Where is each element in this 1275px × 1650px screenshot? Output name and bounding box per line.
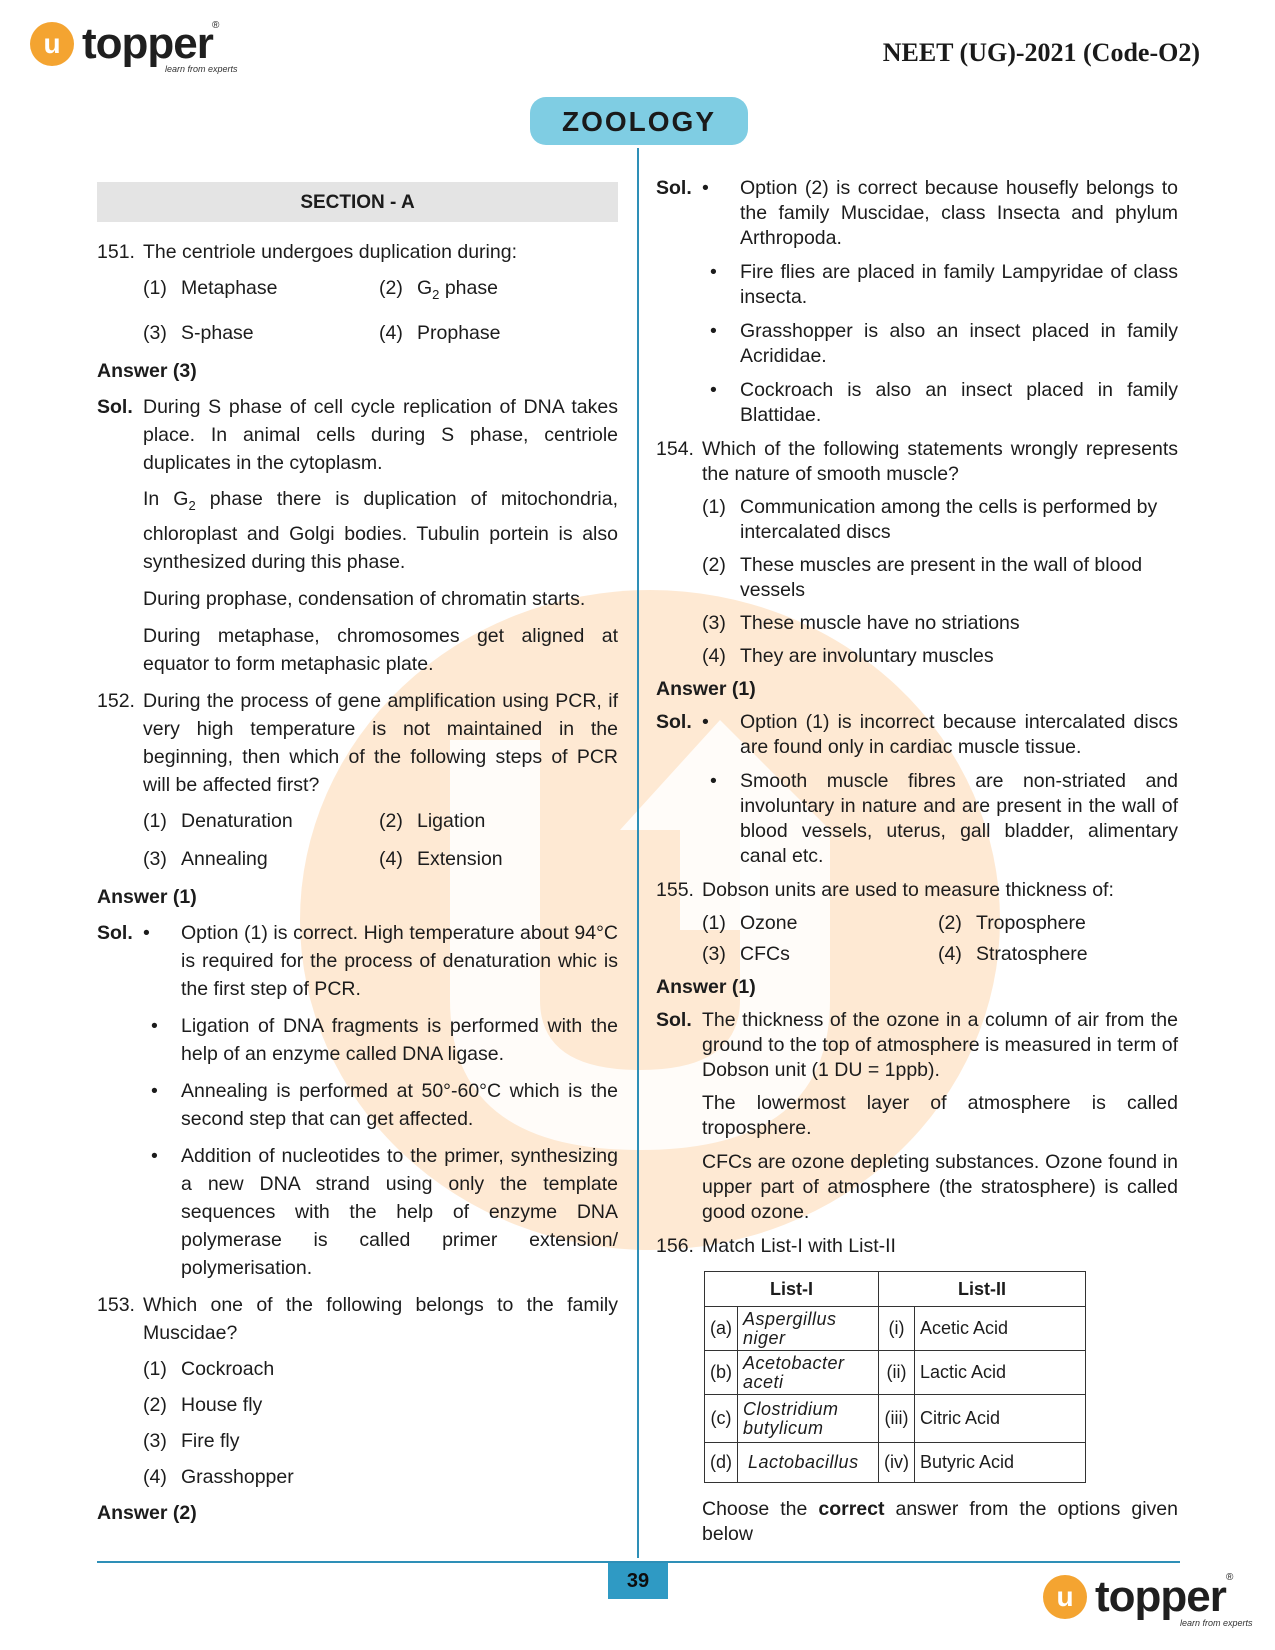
sol-bullet-text: Addition of nucleotides to the primer, synthesizing a new DNA strand using only the template sequences with the help of enzyme DNA polymerase is called primer extension/ polymerisation. <box>181 1144 618 1279</box>
option-number: (1) <box>143 809 167 832</box>
option-text: These muscles are present in the wall of blood vessels <box>740 554 1143 601</box>
sol-bullet-text: Grasshopper is also an insect placed in family Acrididae. <box>740 320 1178 367</box>
row-label: (b) <box>705 1351 738 1395</box>
option[interactable] <box>702 942 938 967</box>
acid: Acetic Acid <box>915 1307 1086 1351</box>
question-text: Match List-I with List-II <box>702 1235 896 1257</box>
logo-tagline: learn from experts <box>1180 1618 1253 1628</box>
option-number: (1) <box>702 496 726 518</box>
sol-bullet-text: Option (1) is incorrect because intercalated discs are found only in cardiac muscle tissue. <box>740 711 1178 758</box>
choose-instruction: Choose the correct answer from the options given below <box>702 1498 1178 1545</box>
option[interactable] <box>702 611 1178 636</box>
options-151 <box>143 274 618 347</box>
question-text: Which of the following statements wrongly represents the nature of smooth muscle? <box>702 438 1178 485</box>
list1-header: List-I <box>705 1272 879 1307</box>
question-152 <box>97 687 618 799</box>
question-156 <box>656 1234 1178 1259</box>
option-number: (2) <box>938 912 962 934</box>
option-text: Prophase <box>417 321 501 344</box>
option-number: (3) <box>702 943 726 965</box>
left-column <box>97 182 618 1535</box>
option-text: Troposphere <box>976 912 1086 934</box>
question-number: 156. <box>656 1235 694 1257</box>
question-number: 153. <box>97 1293 135 1316</box>
option-text: They are involuntary muscles <box>740 645 994 667</box>
bullet-icon: • <box>143 921 150 944</box>
match-table <box>704 1271 1086 1483</box>
acid: Lactic Acid <box>915 1351 1086 1395</box>
row-label: (iv) <box>879 1443 915 1483</box>
option-text: Communication among the cells is performed by intercalated discs <box>740 496 1158 543</box>
question-155 <box>656 878 1178 903</box>
answer-152: Answer (1) <box>97 885 197 908</box>
question-text: During the process of gene amplification using PCR, if very high temperature is not maintained in the beginning, then which of the following steps of PCR will be affected first? <box>143 689 618 796</box>
sol-label: Sol. <box>656 177 692 199</box>
sol-text: The thickness of the ozone in a column of air from the ground to the top of atmosphere is measured in term of Dobson unit (1 DU = 1ppb). <box>702 1009 1178 1081</box>
section-heading: SECTION - A <box>97 182 618 222</box>
option[interactable] <box>143 807 379 835</box>
bullet-icon: • <box>702 711 709 733</box>
option-text: $G_2$ phase <box>417 277 498 302</box>
sol-bullet <box>702 260 1178 310</box>
option[interactable] <box>379 274 615 309</box>
option-number: (1) <box>702 912 726 934</box>
option-number: (4) <box>379 847 403 870</box>
option[interactable] <box>938 942 1174 967</box>
option-text: S-phase <box>181 321 254 344</box>
option-text: Metaphase <box>181 277 278 299</box>
question-number: 151. <box>97 241 135 263</box>
sol-bullet <box>143 1142 618 1282</box>
sol-bullet <box>702 769 1178 869</box>
option-number: (3) <box>143 1429 167 1452</box>
bullet-icon: • <box>710 261 717 283</box>
sol-bullet <box>143 1077 618 1133</box>
options-155 <box>702 911 1178 967</box>
option-number: (3) <box>702 612 726 634</box>
logo-badge-icon: u <box>30 22 74 66</box>
option-number: (1) <box>143 1357 167 1380</box>
option-text: Grasshopper <box>181 1465 294 1488</box>
bullet-icon: • <box>702 177 709 199</box>
sol-paragraph: During metaphase, chromosomes get aligned at equator to form metaphasic plate. <box>143 624 618 675</box>
option-text: These muscle have no striations <box>740 612 1020 634</box>
subject-badge: ZOOLOGY <box>530 97 748 145</box>
bullet-icon: • <box>710 379 717 401</box>
question-number: 152. <box>97 689 135 712</box>
option-number: (2) <box>702 554 726 576</box>
bullet-icon: • <box>710 320 717 342</box>
registered-mark: ® <box>1226 1572 1234 1583</box>
brand-logo[interactable] <box>30 19 213 68</box>
option[interactable] <box>379 845 615 873</box>
options-152 <box>143 807 618 873</box>
option-number: (2) <box>379 809 403 832</box>
sol-bullet-text: Option (1) is correct. High temperature about 94°C is required for the process of denaturation whic is the first step of PCR. <box>181 921 618 1000</box>
option-text: Extension <box>417 847 503 870</box>
organism: Lactobacillus <box>738 1443 879 1483</box>
exam-title: NEET (UG)-2021 (Code-O2) <box>882 38 1200 67</box>
sol-label: Sol. <box>656 1009 692 1031</box>
row-label: (d) <box>705 1443 738 1483</box>
sol-bullet <box>143 1012 618 1068</box>
sol-paragraph: During prophase, condensation of chromatin starts. <box>143 587 586 610</box>
option[interactable] <box>379 807 615 835</box>
sol-bullet-text: Fire flies are placed in family Lampyridae of class insecta. <box>740 261 1178 308</box>
option-number: (1) <box>143 277 167 299</box>
list2-header: List-II <box>879 1272 1086 1307</box>
column-divider <box>637 148 639 1558</box>
option[interactable] <box>143 845 379 873</box>
sol-paragraph: The lowermost layer of atmosphere is called troposphere. <box>702 1092 1178 1139</box>
option[interactable] <box>143 1427 618 1455</box>
bullet-icon: • <box>151 1079 158 1102</box>
option[interactable] <box>702 553 1178 603</box>
organism: Acetobacter aceti <box>738 1351 879 1395</box>
question-153 <box>97 1291 618 1347</box>
sol-label: Sol. <box>97 921 133 944</box>
organism: Aspergillus niger <box>738 1307 879 1351</box>
bullet-icon: • <box>151 1014 158 1037</box>
row-label: (ii) <box>879 1351 915 1395</box>
option-text: Cockroach <box>181 1357 275 1380</box>
sol-bullet-text: Option (2) is correct because housefly belongs to the family Muscidae, class Insecta and phylum Arthropoda. <box>740 177 1178 249</box>
sol-bullet-text: Annealing is performed at 50°-60°C which is the second step that can get affected. <box>181 1079 618 1130</box>
question-text: Which one of the following belongs to the family Muscidae? <box>143 1293 618 1344</box>
option-text: Denaturation <box>181 809 293 832</box>
logo-badge-icon: u <box>1043 1575 1087 1619</box>
question-text: Dobson units are used to measure thickness of: <box>702 879 1114 901</box>
option[interactable] <box>938 911 1174 936</box>
sol-label: Sol. <box>97 395 133 418</box>
organism: Clostridium butylicum <box>738 1395 879 1443</box>
option[interactable] <box>702 911 938 936</box>
option-number: (4) <box>938 943 962 965</box>
option-text: Annealing <box>181 847 268 870</box>
option-number: (2) <box>379 277 403 299</box>
question-154 <box>656 437 1178 487</box>
option-text: Stratosphere <box>976 943 1088 965</box>
logo-text: topper <box>1095 1572 1226 1621</box>
option-number: (4) <box>379 321 403 344</box>
option-text: CFCs <box>740 943 790 965</box>
option-number: (3) <box>143 321 167 344</box>
acid: Butyric Acid <box>915 1443 1086 1483</box>
bullet-icon: • <box>151 1144 158 1167</box>
option[interactable] <box>702 644 1178 669</box>
answer-155: Answer (1) <box>656 976 756 998</box>
solution-154 <box>656 710 1178 760</box>
sol-bullet <box>702 378 1178 428</box>
option[interactable] <box>379 319 615 347</box>
sol-paragraph: In $G_2$ phase there is duplication of mitochondria, chloroplast and Golgi bodies. Tubulin portein is also synthesized during this phase. <box>143 487 618 573</box>
option[interactable] <box>702 495 1178 545</box>
answer-153: Answer (2) <box>97 1501 197 1524</box>
option[interactable] <box>143 1463 618 1491</box>
question-number: 154. <box>656 438 694 460</box>
solution-155 <box>656 1008 1178 1083</box>
option-number: (4) <box>702 645 726 667</box>
sol-bullet-text: Smooth muscle fibres are non-striated and involuntary in nature and are present in the wall of blood vessels, uterus, gall bladder, alimentary canal etc. <box>740 770 1178 867</box>
answer-151: Answer (3) <box>97 359 197 382</box>
page-number: 39 <box>608 1563 668 1599</box>
sol-text: During S phase of cell cycle replication of DNA takes place. In animal cells during S phase, centriole duplicates in the cytoplasm. <box>143 395 618 474</box>
option-text: House fly <box>181 1393 263 1416</box>
option-number: (2) <box>143 1393 167 1416</box>
solution-152 <box>97 919 618 1003</box>
acid: Citric Acid <box>915 1395 1086 1443</box>
option[interactable] <box>143 274 379 309</box>
sol-paragraph: CFCs are ozone depleting substances. Ozone found in upper part of atmosphere (the stratosphere) is called good ozone. <box>702 1151 1178 1223</box>
solution-153 <box>656 176 1178 251</box>
option-text: Fire fly <box>181 1429 240 1452</box>
option-number: (4) <box>143 1465 167 1488</box>
row-label: (c) <box>705 1395 738 1443</box>
row-label: (i) <box>879 1307 915 1351</box>
question-151 <box>97 238 618 266</box>
option-text: Ligation <box>417 809 486 832</box>
row-label: (iii) <box>879 1395 915 1443</box>
footer-logo[interactable] <box>1043 1572 1226 1621</box>
sol-label: Sol. <box>656 711 692 733</box>
option[interactable] <box>143 1391 618 1419</box>
option[interactable] <box>143 1355 618 1383</box>
right-column <box>656 176 1178 1556</box>
question-text: The centriole undergoes duplication during: <box>143 241 517 263</box>
answer-154: Answer (1) <box>656 678 756 700</box>
logo-text: topper <box>82 19 213 68</box>
row-label: (a) <box>705 1307 738 1351</box>
sol-bullet <box>702 319 1178 369</box>
option-number: (3) <box>143 847 167 870</box>
option-text: Ozone <box>740 912 798 934</box>
registered-mark: ® <box>212 20 220 31</box>
bullet-icon: • <box>710 770 717 792</box>
question-number: 155. <box>656 879 694 901</box>
solution-151 <box>97 393 618 477</box>
option[interactable] <box>143 319 379 347</box>
sol-bullet-text: Ligation of DNA fragments is performed with the help of an enzyme called DNA ligase. <box>181 1014 618 1065</box>
sol-bullet-text: Cockroach is also an insect placed in family Blattidae. <box>740 379 1178 426</box>
logo-tagline: learn from experts <box>165 64 238 74</box>
